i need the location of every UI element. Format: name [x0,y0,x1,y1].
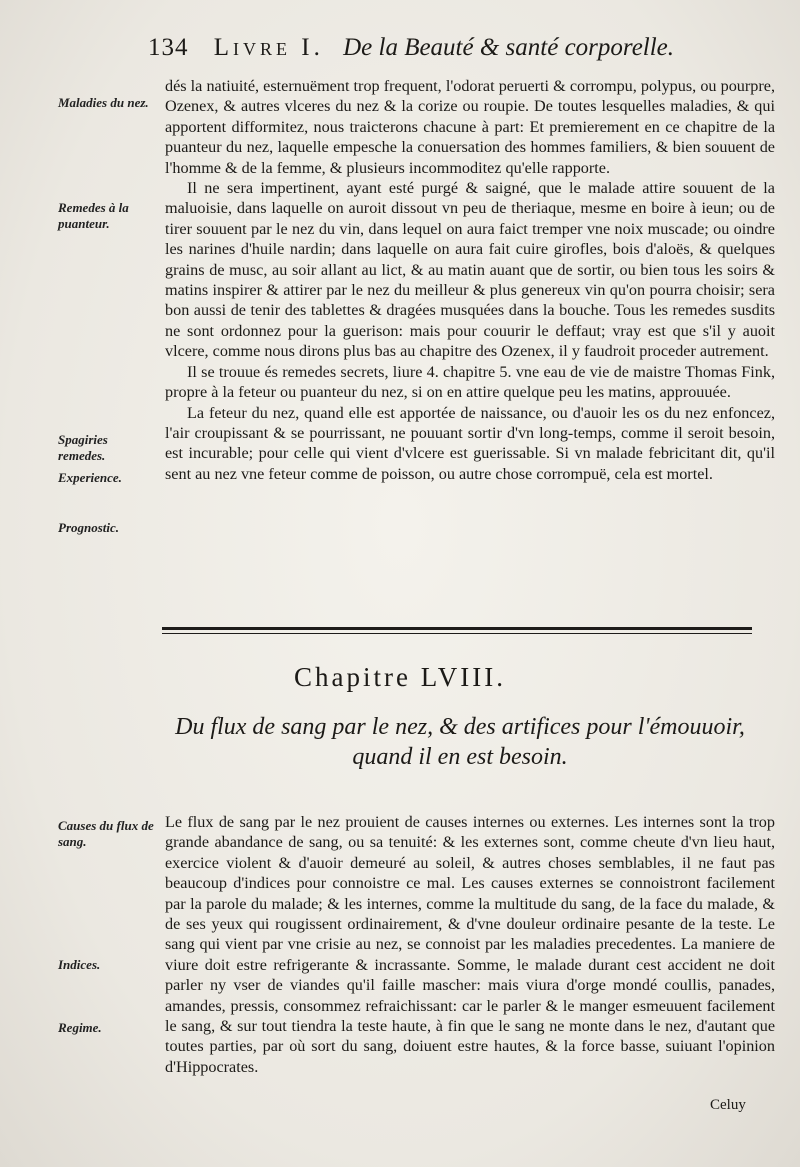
running-header [148,34,788,62]
section-rule [162,627,752,630]
chapter-title: Du flux de sang par le nez, & des artifices pour l'émouuoir, quand il en est besoin. [175,714,745,770]
paragraph: La feteur du nez, quand elle est apportée de naissance, ou d'auoir les os du nez enfoncez, l'air croupissant & se pourrissant, ne pouuant sortir d'vn long-temps, comme il seroit besoin, est incurable; pour celle qui vient d'vlcere est guerissable. Si vn malade febricitant dit, qu'il sent au nez vne feteur comme de poisson, ou autre chose corrompuë, cela est mortel. [165,403,775,483]
margin-note-indices: Indices. [58,957,101,972]
page-number: 134 [148,34,189,61]
section-rule-thin [162,633,752,634]
book-number: Livre I. [213,34,324,61]
paragraph: Le flux de sang par le nez prouient de causes internes ou externes. Les internes sont la trop grande abandance de sang, ou sa tenuité: & les externes sont, comme cheute d'vn lieu haut, exercice violent & d'auoir demeuré au soleil, & autres choses semblables, il ne faut pas beaucoup d'indices pour connoistre ce mal. Les causes externes se connoistront facilement par la parole du malade; & les internes, comme la multitude du sang, de la face du malade, & de ses yeux qui rougissent ordinairement, & d'vne douleur ordinaire pesante de la teste. Le sang qui vient par vne crisie au nez, se connoist par les maladies precedentes. La maniere de viure doit estre refrigerante & incrassante. Somme, le malade durant cest accident ne doit parler ny vser de viandes qu'il faille mascher: mais viura d'orge mondé coullis, panades, amandes, pressis, consommez refraichissant: car le parler & le manger esmeuuent facilement le sang, & sur tout tiendra la teste haute, à fin que le sang ne monte dans le nez, d'autant que toutes parties, par où sort du sang, doiuent estre hautes, & la force basse, suiuant l'opinion d'Hippocrates. [165,813,775,1076]
body-text-bottom [165,812,775,1077]
paragraph: dés la natiuité, esternuëment trop frequent, l'odorat peruerti & corrompu, polypus, ou pourpre, Ozenex, & autres vlceres du nez & la corize ou roupie. De toutes lesquelles maladies, & qui apportent difformitez, nous traicterons chacune à part: Et premierement en ce chapitre de la puanteur du nez, laquelle empesche la conuersation des hommes familiers, & bien souuent de l'homme & de la femme, & plusieurs incommoditez qu'elle rapporte. [165,77,775,177]
margin-note-experience: Experience. [58,470,122,485]
margin-note-remedes: Remedes à la puanteur. [58,200,129,231]
body-text-top [165,76,775,484]
margin-note-regime: Regime. [58,1020,102,1035]
margin-note-causes: Causes du flux de sang. [58,818,154,849]
paragraph: Il se trouue és remedes secrets, liure 4. chapitre 5. vne eau de vie de maistre Thomas Fink, propre à la feteur ou puanteur du nez, si on en attire quelque peu les matins, approuuée. [165,362,775,402]
running-title: De la Beauté & santé corporelle. [343,34,675,61]
margin-note-spagiries: Spagiries remedes. [58,432,108,463]
catchword: Celuy [710,1097,746,1113]
paragraph: Il ne sera impertinent, ayant esté purgé & saigné, que le malade attire souuent de la maluoisie, dans laquelle on auroit dissout vn peu de theriaque, mesme en boire à ieun; ou de tirer souuent par le nez du vin, dans lequel on aura faict tremper vne noix muscade; ou oindre les narines d'huile nardin; dans laquelle on aura fait cuire girofles, bois d'aloës, & quelques grains de musc, au soir allant au lict, & au matin auant que de sortir, ou bien tous les soirs & matins inspirer & attirer par le nez du meilleur & plus genereux vin qu'on pourra choisir; sera bon aussi de tenir des tablettes & dragées musquées dans la bouche. Tous les remedes susdits ne sont ordonnez pour la guerison: mais pour couurir le deffaut; vray est que s'il y auoit vlcere, comme nous dirons plus bas au chapitre des Ozenex, il y faudroit proceder autrement. [165,179,775,361]
margin-note-prognostic: Prognostic. [58,520,120,535]
chapter-heading: Chapitre LVIII. [294,662,506,692]
margin-note-maladies: Maladies du nez. [58,95,149,110]
